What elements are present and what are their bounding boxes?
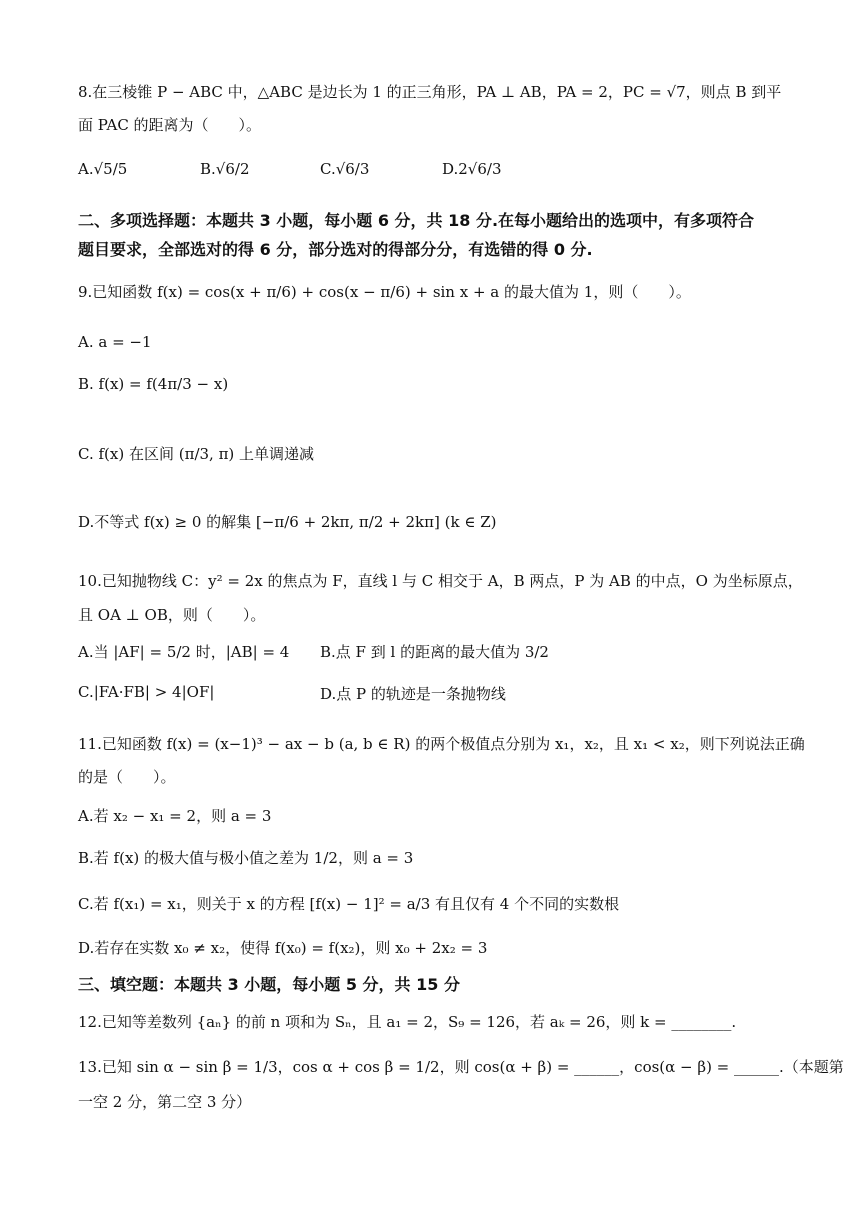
q8-option-c: C.√6/3 [320,160,370,178]
q8-option-d: D.2√6/3 [442,160,502,178]
q11-option-d: D.若存在实数 x₀ ≠ x₂，使得 f(x₀) = f(x₂)，则 x₀ + 2x₂ = 3 [78,939,488,957]
q10-option-c: C.|FA·FB| > 4|OF| [78,683,215,701]
q11-line1: 11.已知函数 f(x) = (x−1)³ − ax − b (a, b ∈ R) 的两个极值点分别为 x₁，x₂，且 x₁ < x₂，则下列说法正确 [78,735,805,753]
q11-line2: 的是（ ）。 [78,768,176,786]
q9-stem: 9.已知函数 f(x) = cos(x + π/6) + cos(x − π/6) + sin x + a 的最大值为 1，则（ ）。 [78,283,691,301]
q11-option-b: B.若 f(x) 的极大值与极小值之差为 1/2，则 a = 3 [78,849,414,867]
q13-line2: 一空 2 分，第二空 3 分） [78,1093,252,1111]
q8-line2: 面 PAC 的距离为（ ）。 [78,116,262,134]
section2-heading-line1: 二、多项选择题：本题共 3 小题，每小题 6 分，共 18 分.在每小题给出的选项中，有多项符合 [78,211,755,230]
q10-option-d: D.点 P 的轨迹是一条抛物线 [320,685,506,703]
q9-option-b: B. f(x) = f(4π/3 − x) [78,375,229,393]
q12-stem: 12.已知等差数列 {aₙ} 的前 n 项和为 Sₙ，且 a₁ = 2，S₉ = 126，若 aₖ = 26，则 k = ________. [78,1013,737,1031]
q9-option-d: D.不等式 f(x) ≥ 0 的解集 [−π/6 + 2kπ, π/2 + 2kπ] (k ∈ Z) [78,513,497,531]
q10-option-a: A.当 |AF| = 5/2 时，|AB| = 4 [78,643,290,661]
q11-option-a: A.若 x₂ − x₁ = 2，则 a = 3 [78,807,272,825]
q9-option-c: C. f(x) 在区间 (π/3, π) 上单调递减 [78,445,315,463]
q9-option-a: A. a = −1 [78,333,152,351]
q10-option-b: B.点 F 到 l 的距离的最大值为 3/2 [320,643,549,661]
q11-option-c: C.若 f(x₁) = x₁，则关于 x 的方程 [f(x) − 1]² = a/3 有且仅有 4 个不同的实数根 [78,895,620,913]
q8-option-a: A.√5/5 [78,160,128,178]
q8-line1: 8.在三棱锥 P − ABC 中，△ABC 是边长为 1 的正三角形，PA ⊥ AB，PA = 2，PC = √7，则点 B 到平 [78,83,782,101]
q8-option-b: B.√6/2 [200,160,250,178]
section3-heading: 三、填空题：本题共 3 小题，每小题 5 分，共 15 分 [78,975,460,994]
section2-heading-line2: 题目要求，全部选对的得 6 分，部分选对的得部分分，有选错的得 0 分. [78,240,593,259]
q13-line1: 13.已知 sin α − sin β = 1/3，cos α + cos β = 1/2，则 cos(α + β) = ______，cos(α − β) = ______.（本题第 [78,1058,844,1076]
q10-line2: 且 OA ⊥ OB，则（ ）。 [78,606,266,624]
q10-line1: 10.已知抛物线 C：y² = 2x 的焦点为 F，直线 l 与 C 相交于 A，B 两点，P 为 AB 的中点，O 为坐标原点， [78,572,803,590]
